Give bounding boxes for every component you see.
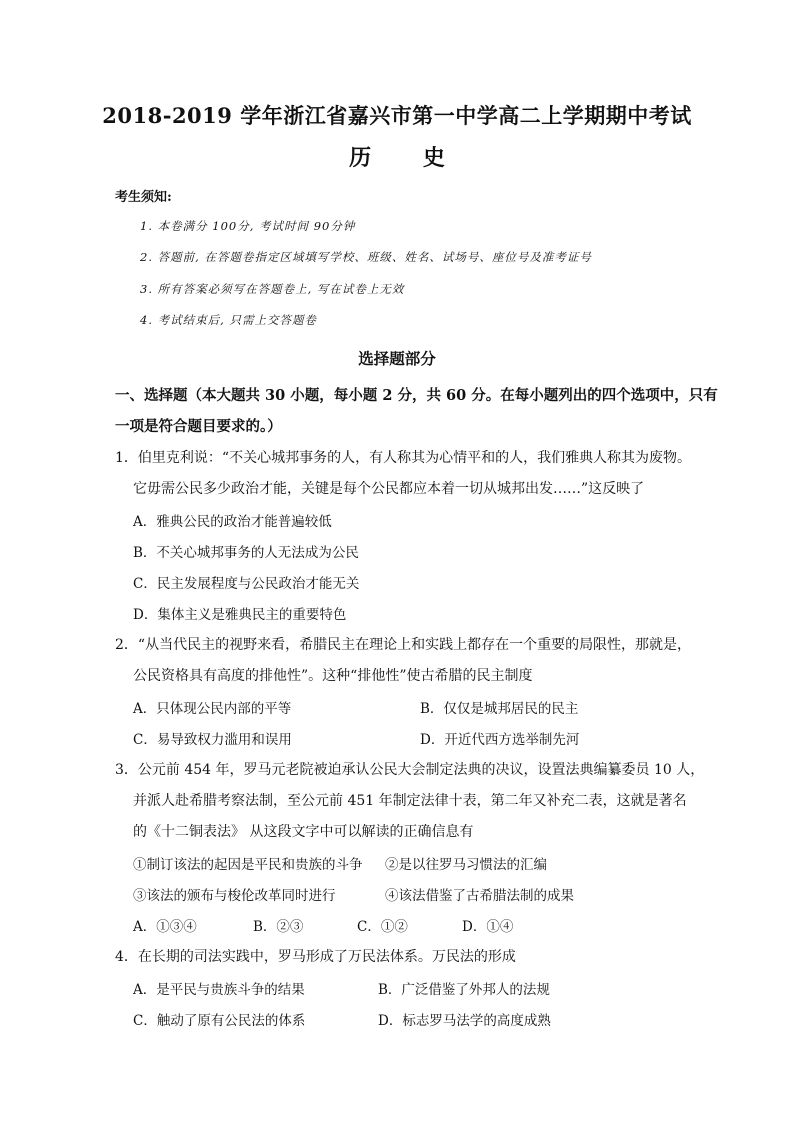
question-4-option-d: D．标志罗马法学的高度成熟 [378, 1013, 551, 1029]
question-1-option-d: D．集体主义是雅典民主的重要特色 [133, 607, 347, 623]
question-3-option-b: B．②③ [253, 919, 304, 935]
question-4-option-b: B．广泛借鉴了外邦人的法规 [378, 982, 550, 998]
notice-item-4: 4. 考试结束后, 只需上交答题卷 [140, 313, 317, 327]
question-4-option-a: A．是平民与贵族斗争的结果 [133, 982, 305, 998]
question-3-statement-3: ③该法的颁布与梭伦改革同时进行 [133, 888, 336, 904]
question-1-stem-line-1: 1．伯里克利说：“不关心城邦事务的人，有人称其为心情平和的人，我们雅典人称其为废物。 [115, 450, 692, 466]
notice-item-1: 1. 本卷满分 100分, 考试时间 90分钟 [140, 219, 356, 233]
question-3-stem-line-1: 3．公元前 454 年，罗马元老院被迫承认公民大会制定法典的决议，设置法典编纂委员 10 人， [115, 762, 705, 778]
notice-item-2: 2. 答题前, 在答题卷指定区域填写学校、班级、姓名、试场号、座位号及准考证号 [140, 250, 592, 264]
question-3-statement-2: ②是以往罗马习惯法的汇编 [385, 857, 547, 873]
question-1-stem-line-2: 它毋需公民多少政治才能，关键是每个公民都应本着一切从城邦出发……”这反映了 [133, 481, 645, 497]
question-1-option-a: A．雅典公民的政治才能普遍较低 [133, 514, 332, 530]
question-3-option-d: D．①④ [462, 919, 514, 935]
exam-subject: 历 史 [349, 145, 467, 171]
question-4-option-c: C．触动了原有公民法的体系 [133, 1013, 306, 1029]
question-3-stem-line-3: 的《十二铜表法》 从这段文字中可以解读的正确信息有 [133, 824, 474, 840]
question-3-stem-line-2: 并派人赴希腊考察法制，至公元前 451 年制定法律十表，第二年又补充二表，这就是著名 [133, 793, 687, 809]
exam-title: 2018-2019 学年浙江省嘉兴市第一中学高二上学期期中考试 [102, 103, 692, 128]
notice-item-3: 3. 所有答案必须写在答题卷上, 写在试卷上无效 [140, 282, 405, 296]
question-2-option-c: C．易导致权力滥用和误用 [133, 732, 292, 748]
question-1-option-b: B．不关心城邦事务的人无法成为公民 [133, 545, 359, 561]
question-2-option-a: A．只体现公民内部的平等 [133, 701, 292, 717]
question-3-option-a: A．①③④ [133, 919, 197, 935]
question-3-statement-1: ①制订该法的起因是平民和贵族的斗争 [133, 857, 363, 873]
question-1-option-c: C．民主发展程度与公民政治才能无关 [133, 576, 360, 592]
question-4-stem: 4．在长期的司法实践中，罗马形成了万民法体系。万民法的形成 [115, 949, 516, 965]
question-2-stem-line-2: 公民资格具有高度的排他性”。这种“排他性”使古希腊的民主制度 [133, 668, 533, 684]
notice-heading: 考生须知: [115, 190, 172, 205]
question-3-statement-4: ④该法借鉴了古希腊法制的成果 [385, 888, 574, 904]
section-title: 选择题部分 [358, 349, 436, 368]
question-2-option-b: B．仅仅是城邦居民的民主 [420, 701, 579, 717]
question-2-option-d: D．开近代西方选举制先河 [420, 732, 580, 748]
question-2-stem-line-1: 2．“从当代民主的视野来看，希腊民主在理论上和实践上都存在一个重要的局限性，那就是， [115, 637, 692, 653]
part-instructions-line-2: 一项是符合题目要求的。） [115, 418, 282, 435]
question-3-option-c: C．①② [357, 919, 408, 935]
part-instructions-line-1: 一、选择题（本大题共 30 小题，每小题 2 分，共 60 分。在每小题列出的四个选项中，只有 [115, 387, 718, 404]
